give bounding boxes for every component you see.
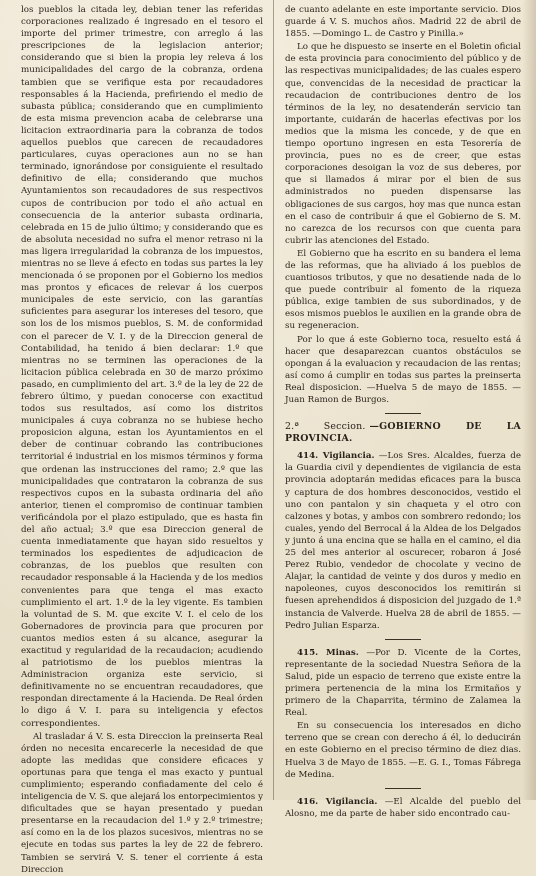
notice-414-text: —Los Sres. Alcaldes, fuerza de la Guardia civil y dependientes de vigilancia de esta provincia adoptarán medidas eficaces para la busca y captura de dos hombres desconocidos, vestido el uno con pantalon y sin chaqueta y el otro con calzones y botas, y ambos con sombrero redondo; los cuales, yendo del Berrocal á la Aldea de los Delgados y junto á una encina que se halla en el camino, el dia 25 del mes anterior al oscurecer, robaron á José Perez Rubio, vendedor de chocolate y vecino de Alajar, la cantidad de veinte y dos duros y medio en napoleones, cuyos desconocidos los remitirán si fuesen aprehendidos á disposicion del juzgado de 1.ª instancia de Valverde. Huelva 28 de abril de 1855. —Pedro Julian Esparza. [285,451,521,631]
section-number: 2.ª Seccion. [285,421,366,433]
notice-414-label: 414. Vigilancia. [297,451,375,462]
right-paragraph-1: de cuanto adelante en este importante servicio. Dios guarde á V. S. muchos años. Madrid 22 de abril de 1855. —Domingo L. de Castro y Pinilla.» [285,5,521,40]
separator-rule [385,788,421,789]
notice-415 [285,647,521,720]
left-paragraph-2: Al trasladar á V. S. esta Direccion la preinserta Real órden no necesita encarecerle la necesidad de que adopte las medidas que considere eficaces y oportunas para que tenga el mas exacto y puntual cumplimiento; esperando confiadamente del celo é inteligencia de V. S. que alejará los entorpecimientos y dificultades que se hayan presentado y puedan presentarse en la recaudacion del 1.º y 2.º trimestre; así como en la de los plazos sucesivos, mientras no se ejecute en todas sus partes la ley de 22 de febrero. Tambien se servirá V. S. tener el corriente á esta Direccion [21,731,263,875]
right-paragraph-2: Lo que he dispuesto se inserte en el Boletin oficial de esta provincia para conocimiento del público y de las respectivas municipalidades; de las cuales espero que, convencidas de la necesidad de practicar la recaudacion de contribuciones dentro de los términos de la ley, no desatenderán servicio tan importante, cuidarán de hacerlas efectivas por los medios que la misma les concede, y de que en tiempo oportuno ingresen en esta Tesorería de provincia, pues no es de creer, que estas corporaciones desoigan la voz de sus deberes, por que si llamados á mirar por el bien de sus administrados no pueden dispensarse las obligaciones de sus cargos, hoy mas que nunca estan en el caso de contribuir á que el Gobierno de S. M. no carezca de los recursos con que cuenta para cubrir las atenciones del Estado. [285,42,521,246]
section-title: —GOBIERNO DE LA PROVINCIA. [285,421,521,445]
notice-415-label: 415. Minas. [297,647,359,658]
left-paragraph-1: los pueblos la citada ley, debian tener las referidas corporaciones realizado é ingresado en el tesoro el importe del primer trimestre, con arreglo á las prescripciones de la legislacion anterior; considerando que si bien la propia ley releva á los municipalidades del cargo de la cobranza, ordena tambien que se verifique esta por recaudadores responsables á la Hacienda, prefiriendo el medio de subasta pública; considerando que en cumplimiento de esta misma prevencion acaba de celebrarse una licitacion extraordinaria para la cobranza de todos aquellos pueblos que carecen de recaudadores particulares, cuyas operaciones aun no se han terminado, ignorándose por consiguiente el resultado definitivo de ella; considerando que muchos Ayuntamientos son recaudadores de sus respectivos cupos de contribucion por todo el año actual en consecuencia de la anterior subasta ordinaria, celebrada en 15 de julio último; y considerando que es de absoluta necesidad no sufra el menor retraso ni la mas ligera irregularidad la cobranza de los impuestos, mientras no se lleve á efecto en todas sus partes la ley mencionada ó se proponen por el Gobierno los medios mas prontos y eficaces de relevar á los cuerpos municipales de este servicio, con las garantías suficientes para asegurar los intereses del tesoro, que son los de los mismos pueblos, S. M. de conformidad con el parecer de V. I. y de la Direccion general de Contabilidad, ha tenido á bien declarar: 1.º que mientras no se terminen las operaciones de la licitacion pública celebrada en 30 de marzo próximo pasado, en cumplimiento del art. 3.º de la ley de 22 de febrero último, y puedan conocerse con exactitud todos sus resultados, así como los distritos municipales á cuya cobranza no se hubiese hecho proposicion alguna, estan los Ayuntamientos en el deber de continuar cobrando las contribuciones territorial é industrial en los mismos términos y forma que ordenan las instrucciones del ramo; 2.º que las municipalidades que contrataron la cobranza de sus respectivos cupos en la subasta ordinaria del año anterior, tienen el compromiso de continuar tambien verificándola por el plazo estipulado, que es hasta fin del año actual; 3.º que esa Direccion general de cuenta inmediatamente que hayan sido resueltos y terminados los espedientes de adjudicacion de cobranzas, de los pueblos que resulten con recaudador responsable á la Hacienda y de los medios convenientes para que tenga el mas exacto cumplimiento el art. 1.º de la ley vigente. Es tambien la voluntad de S. M. que excite V. I. el celo de los Gobernadores de provincia para que procuren por cuantos medios esten á su alcance, asegurar la exactitud y regularidad de la recaudacion; acudiendo al patriotismo de los pueblos mientras la Administracion organiza este servicio, si definitivamente no se encuentran recaudadores, que respondan directamente á la Hacienda. De Real órden lo digo á V. I. para su inteligencia y efectos correspondientes. [21,5,263,729]
notice-416-text: —El Alcalde del pueblo del Alosno, me da parte de haber sido encontrado cau- [285,796,522,819]
notice-415-text: —Por D. Vicente de la Cortes, representante de la sociedad Nuestra Señora de la Salud, pide un espacio de terreno que existe entre la primera pertenencia de la mina los Ermitaños y primero de la Chaparrita, término de Zalamea la Real. [285,647,521,719]
section-heading [285,421,521,445]
right-column [285,4,522,819]
notice-416-label: 416. Vigilancia. [297,796,378,807]
left-column [21,4,263,875]
notice-414 [285,450,521,631]
column-divider [273,0,274,800]
notice-416 [285,796,521,820]
separator-rule [385,639,421,640]
notice-415-paragraph-2: En su consecuencia los interesados en dicho terreno que se crean con derecho á él, lo deducirán en este Gobierno en el preciso término de diez dias. Huelva 3 de Mayo de 1855. —E. G. I., Tomas Fábrega de Medina. [285,721,521,780]
separator-rule [385,413,421,414]
page-edge-shadow [522,0,536,800]
right-paragraph-3: El Gobierno que ha escrito en su bandera el lema de las reformas, que ha aliviado á los pueblos de cuantiosos tributos, y que no desatiende nada de lo que puede contribuir al fomento de la riqueza pública, exige tambien de sus subordinados, y de esos mismos pueblos le auxilien en la grande obra de su regeneracion. [285,248,521,332]
right-paragraph-4: Por lo que á este Gobierno toca, resuelto está á hacer que desaparezcan cuantos obstáculos se opongan á la evaluacion y recaudacion de las rentas; así como á cumplir en todas sus partes la preinserta Real disposicion. —Huelva 5 de mayo de 1855. —Juan Ramon de Burgos. [285,334,521,405]
